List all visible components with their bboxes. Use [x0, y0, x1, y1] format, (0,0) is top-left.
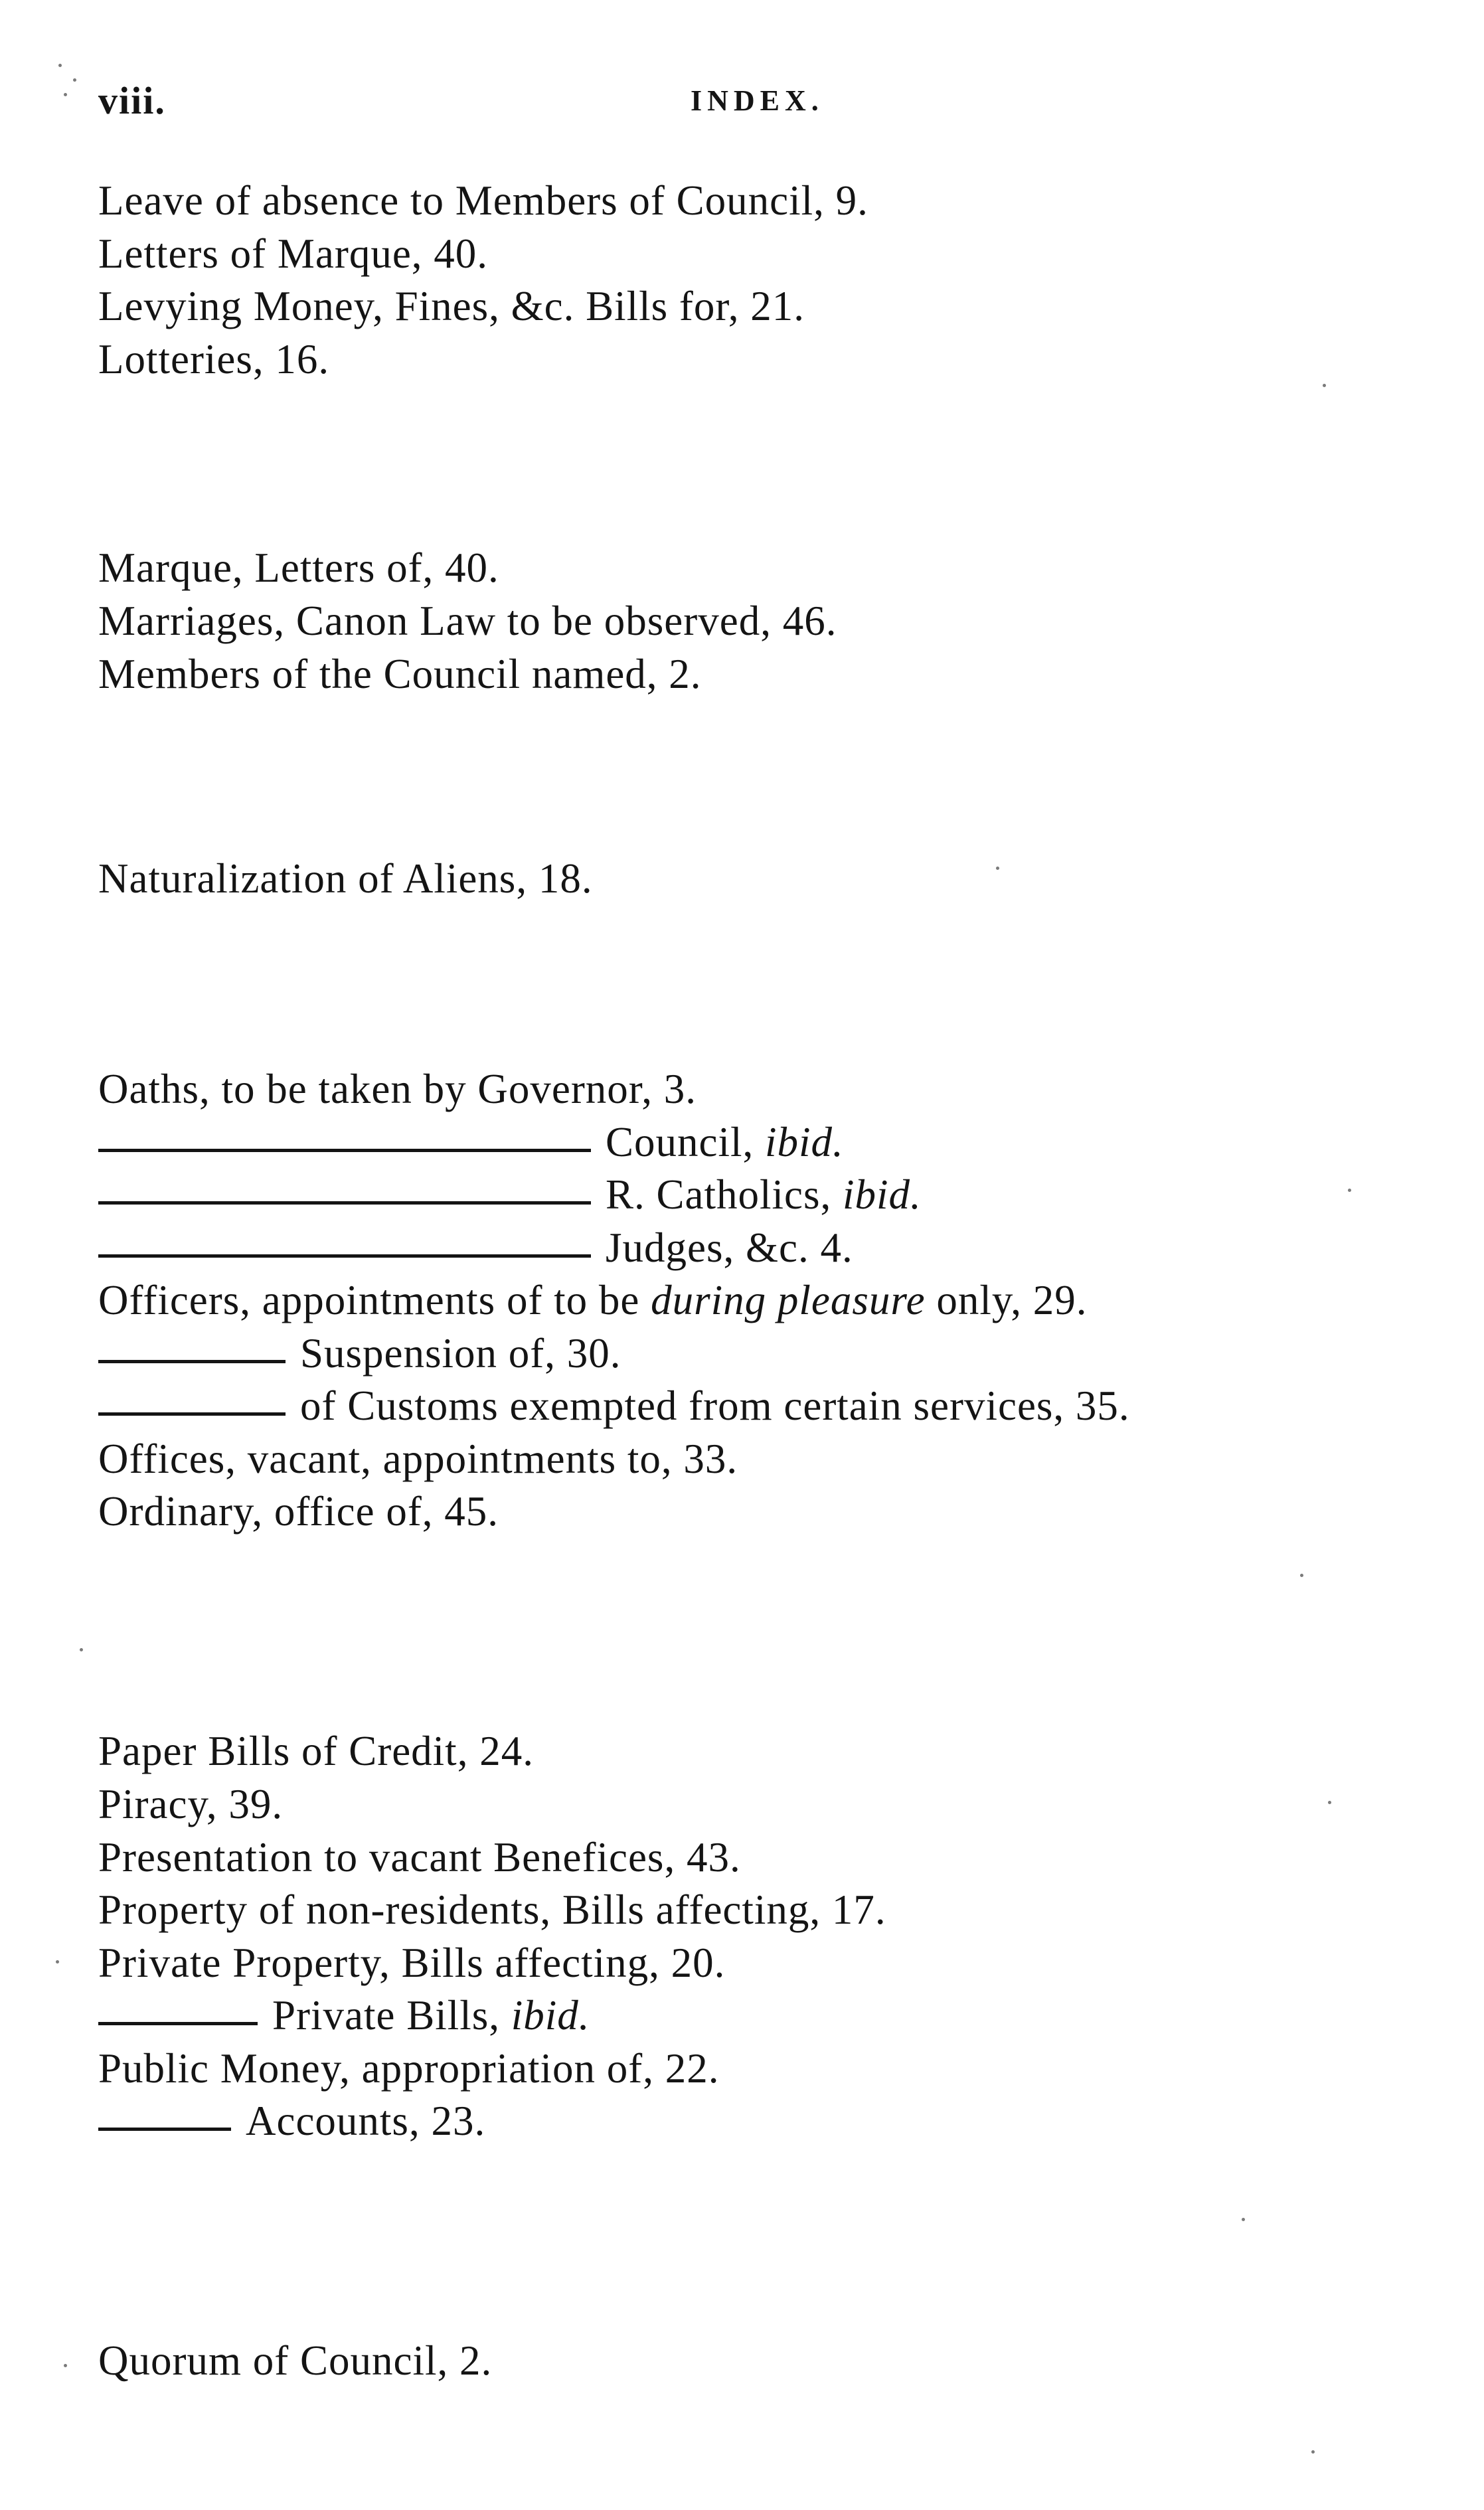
scan-speck — [1311, 2450, 1315, 2454]
scan-speck — [73, 78, 76, 82]
entry-text: Property of non-residents, Bills affecting, 17. — [98, 1886, 886, 1933]
scan-speck — [58, 64, 62, 67]
entry-text: of Customs exempted from certain services, 35. — [300, 1382, 1130, 1429]
ditto-dash — [98, 1254, 591, 1258]
entry-text: Marque, Letters of, 40. — [98, 544, 499, 591]
entry-text: Private Bills, — [272, 1992, 511, 2039]
entry-text: Ordinary, office of, 45. — [98, 1488, 499, 1535]
index-entry — [98, 1883, 886, 1936]
entry-text-after: only, 29. — [925, 1277, 1088, 1323]
entry-italic: ibid. — [765, 1119, 844, 1165]
entry-text: Public Money, appropriation of, 22. — [98, 2045, 720, 2092]
entry-text: Council, — [606, 1119, 765, 1165]
index-entry — [98, 333, 329, 386]
entry-text: Paper Bills of Credit, 24. — [98, 1728, 534, 1774]
index-entry — [98, 1485, 499, 1538]
entry-text: Naturalization of Aliens, 18. — [98, 855, 593, 902]
index-entry-continuation — [98, 1989, 590, 2042]
ditto-dash — [98, 1201, 591, 1205]
entry-text: Marriages, Canon Law to be observed, 46. — [98, 598, 837, 644]
index-entry — [98, 1432, 738, 1485]
index-entry — [98, 541, 499, 594]
page-header — [86, 78, 1394, 131]
index-entry — [98, 594, 837, 647]
entry-text: Letters of Marque, 40. — [98, 230, 489, 277]
index-entry-continuation — [98, 1327, 621, 1380]
entry-text: Piracy, 39. — [98, 1781, 284, 1827]
entry-text: Private Property, Bills affecting, 20. — [98, 1940, 726, 1986]
index-entry-continuation — [98, 1379, 1130, 1432]
index-entry — [98, 2334, 492, 2387]
entry-text: Lotteries, 16. — [98, 336, 330, 382]
index-entry — [98, 1778, 283, 1831]
entry-text: Suspension of, 30. — [300, 1330, 621, 1377]
scan-speck — [64, 2364, 67, 2367]
index-entry-continuation — [98, 2094, 485, 2147]
entry-text: Levying Money, Fines, &c. Bills for, 21. — [98, 283, 805, 329]
index-entry — [98, 1831, 741, 1884]
index-entry — [98, 1274, 1087, 1327]
scan-speck — [1323, 384, 1326, 387]
index-entry — [98, 174, 868, 227]
index-entry-continuation — [98, 1116, 844, 1169]
index-entry — [98, 1724, 534, 1778]
entry-text: Presentation to vacant Benefices, 43. — [98, 1834, 741, 1881]
ditto-dash — [98, 1412, 286, 1416]
index-entry — [98, 647, 702, 701]
entry-italic: ibid. — [511, 1992, 590, 2039]
entry-text: Oaths, to be taken by Governor, 3. — [98, 1066, 697, 1112]
ditto-dash — [98, 1149, 591, 1152]
scan-speck — [80, 1648, 83, 1651]
scan-speck — [64, 93, 67, 96]
index-entry — [98, 1062, 697, 1116]
scan-speck — [1328, 1801, 1331, 1804]
scan-speck — [1242, 2218, 1245, 2221]
index-entry-continuation — [98, 1168, 922, 1221]
scan-speck — [1300, 1574, 1303, 1577]
entry-italic: during pleasure — [651, 1277, 926, 1323]
index-entry-continuation — [98, 1221, 853, 1274]
page-number: viii. — [98, 79, 166, 122]
scan-speck — [996, 867, 999, 870]
index-entry — [98, 227, 488, 280]
index-entry — [98, 852, 593, 905]
entry-text: Quorum of Council, 2. — [98, 2337, 493, 2384]
entry-text: Members of the Council named, 2. — [98, 651, 702, 697]
entry-text: Offices, vacant, appointments to, 33. — [98, 1436, 738, 1482]
running-title: INDEX. — [691, 84, 824, 117]
entry-text: Leave of absence to Members of Council, 9. — [98, 177, 868, 224]
ditto-dash — [98, 1360, 286, 1363]
index-entry — [98, 2042, 720, 2095]
scan-speck — [56, 1960, 59, 1964]
scan-speck — [1348, 1189, 1351, 1192]
index-entry — [98, 280, 805, 333]
entry-italic: ibid. — [843, 1171, 922, 1218]
entry-text: Officers, appointments of to be — [98, 1277, 651, 1323]
ditto-dash — [98, 2022, 258, 2025]
entry-text: R. Catholics, — [606, 1171, 843, 1218]
entry-text: Accounts, 23. — [246, 2098, 486, 2144]
index-entry — [98, 1936, 725, 1989]
ditto-dash — [98, 2128, 231, 2131]
entry-text: Judges, &c. 4. — [606, 1224, 853, 1271]
